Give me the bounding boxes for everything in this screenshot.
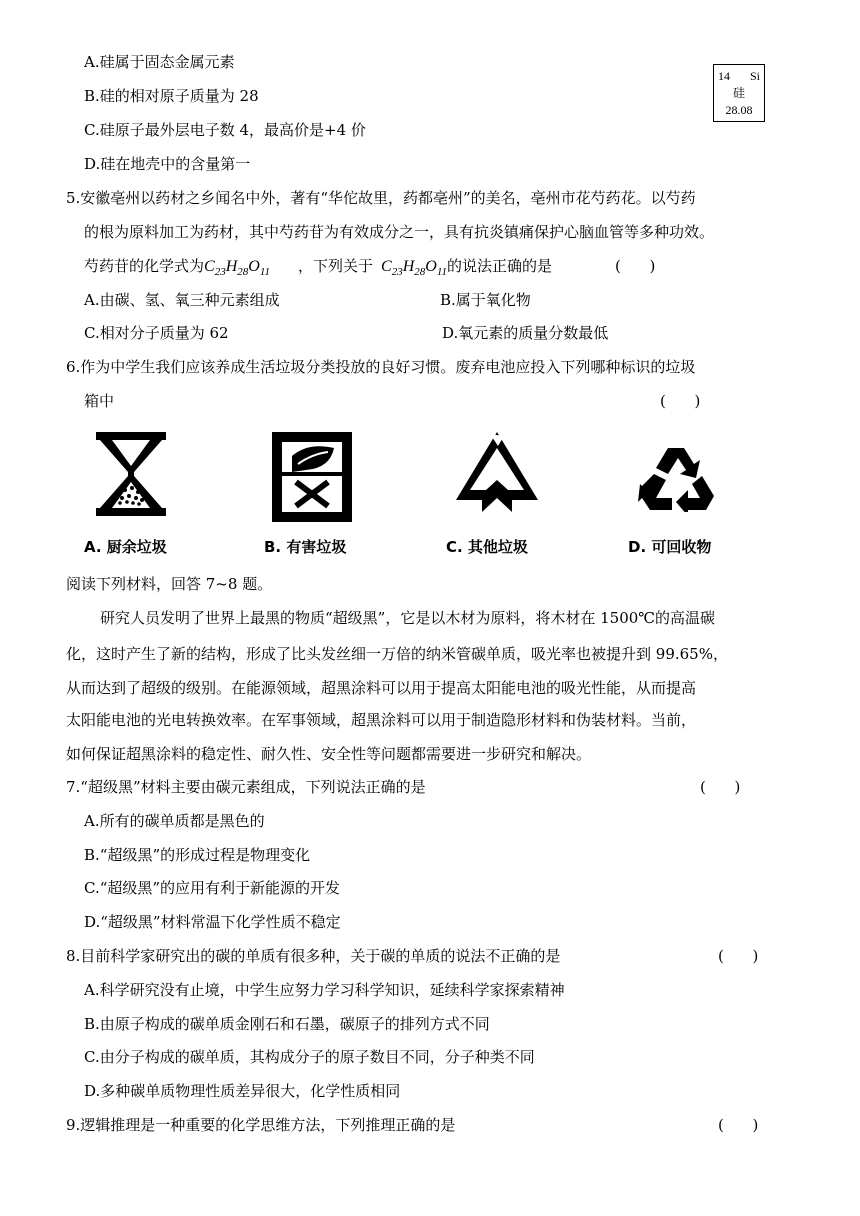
q7-option-b: B.“超级黑”的形成过程是物理变化 — [84, 846, 311, 864]
formula-2: $C_{23}H_{28}O_{11}$ — [381, 258, 447, 279]
q5-option-b: B.属于氧化物 — [440, 291, 531, 309]
silicon-element-card — [713, 64, 765, 122]
q7-stem: 7.“超级黑”材料主要由碳元素组成，下列说法正确的是 — [66, 778, 426, 796]
q6-answer-paren[interactable]: ( ) — [660, 392, 701, 410]
q5-option-d: D.氧元素的质量分数最低 — [442, 324, 609, 342]
formula-1: $C_{23}H_{28}O_{11}$ — [204, 258, 270, 279]
caption-c: C. 其他垃圾 — [446, 538, 528, 556]
q5-answer-paren[interactable]: ( ) — [615, 257, 656, 275]
q5-stem-line3: 芍药苷的化学式为$C_{23}H_{28}O_{11}$ ，下列关于 $C_{23}H_{28}O_{11}$的说法正确的是 — [84, 257, 553, 279]
reading-paragraph-line3: 从而达到了超级的级别。在能源领域，超黑涂料可以用于提高太阳能电池的吸光性能，从而提高 — [66, 679, 697, 697]
other-waste-icon[interactable] — [452, 428, 542, 516]
q6-stem-line2: 箱中 — [84, 392, 115, 410]
q5-stem-line2: 的根为原料加工为药材，其中芍药苷为有效成分之一，具有抗炎镇痛保护心脑血管等多种功效。 — [84, 223, 715, 241]
reading-intro: 阅读下列材料，回答 7~8 题。 — [66, 575, 273, 593]
atomic-number: 14 — [718, 69, 730, 83]
q6-stem-line1: 6.作为中学生我们应该养成生活垃圾分类投放的良好习惯。废弃电池应投入下列哪种标识的垃圾 — [66, 358, 696, 376]
reading-paragraph-line2: 化，这时产生了新的结构，形成了比头发丝细一万倍的纳米管碳单质，吸光率也被提升到 99.65%， — [66, 645, 728, 663]
caption-d: D. 可回收物 — [628, 538, 712, 556]
element-symbol: Si — [749, 69, 760, 83]
q8-stem: 8.目前科学家研究出的碳的单质有很多种，关于碳的单质的说法不正确的是 — [66, 947, 561, 965]
recyclable-icon[interactable] — [638, 446, 716, 512]
q7-option-d: D.“超级黑”材料常温下化学性质不稳定 — [84, 913, 341, 931]
caption-a: A. 厨余垃圾 — [84, 538, 167, 556]
q4-option-c: C.硅原子最外层电子数 4，最高价是+4 价 — [84, 121, 366, 139]
q8-option-b: B.由原子构成的碳单质金刚石和石墨，碳原子的排列方式不同 — [84, 1015, 490, 1033]
q5-stem-line1: 5.安徽亳州以药材之乡闻名中外，著有“华佗故里，药都亳州”的美名，亳州市花芍药花。以芍药 — [66, 189, 696, 207]
q7-answer-paren[interactable]: ( ) — [700, 778, 741, 796]
q4-option-b: B.硅的相对原子质量为 28 — [84, 87, 259, 105]
element-name: 硅 — [732, 86, 745, 100]
q7-option-c: C.“超级黑”的应用有利于新能源的开发 — [84, 879, 341, 897]
q9-answer-paren[interactable]: ( ) — [718, 1116, 759, 1134]
reading-paragraph-line1: 研究人员发明了世界上最黑的物质“超级黑”，它是以木材为原料，将木材在 1500℃的高温碳 — [100, 609, 716, 627]
kitchen-waste-icon[interactable] — [96, 432, 166, 516]
q4-option-d: D.硅在地壳中的含量第一 — [84, 155, 251, 173]
reading-paragraph-line5: 如何保证超黑涂料的稳定性、耐久性、安全性等问题都需要进一步研究和解决。 — [66, 745, 592, 763]
q8-option-c: C.由分子构成的碳单质，其构成分子的原子数目不同，分子种类不同 — [84, 1048, 535, 1066]
reading-paragraph-line4: 太阳能电池的光电转换效率。在军事领域，超黑涂料可以用于制造隐形材料和伪装材料。当前， — [66, 711, 697, 729]
q9-stem: 9.逻辑推理是一种重要的化学思维方法，下列推理正确的是 — [66, 1116, 456, 1134]
hazardous-waste-icon[interactable] — [272, 432, 352, 522]
q4-option-a: A.硅属于固态金属元素 — [84, 53, 235, 71]
q5-option-a: A.由碳、氢、氧三种元素组成 — [84, 291, 280, 309]
q8-answer-paren[interactable]: ( ) — [718, 947, 759, 965]
q7-option-a: A.所有的碳单质都是黑色的 — [84, 812, 265, 830]
caption-b: B. 有害垃圾 — [264, 538, 347, 556]
atomic-mass: 28.08 — [725, 103, 753, 117]
q8-option-a: A.科学研究没有止境，中学生应努力学习科学知识，延续科学家探索精神 — [84, 981, 565, 999]
q5-option-c: C.相对分子质量为 62 — [84, 324, 229, 342]
q8-option-d: D.多种碳单质物理性质差异很大，化学性质相同 — [84, 1082, 401, 1100]
